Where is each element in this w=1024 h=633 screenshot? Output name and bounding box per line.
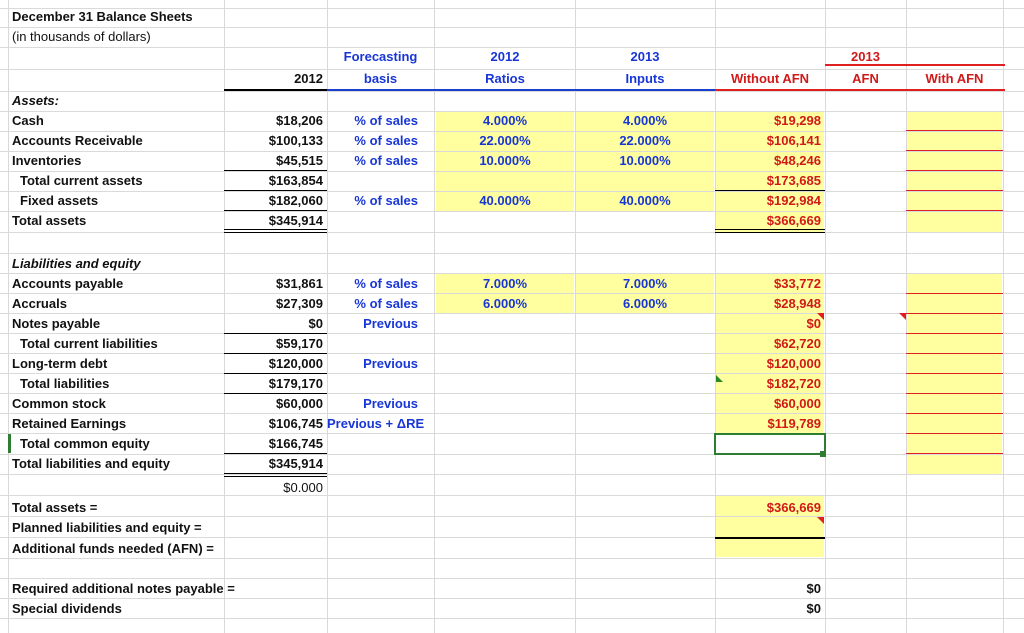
value-without-afn[interactable]: $28,948 <box>774 296 821 311</box>
ratio-2012[interactable]: 6.000% <box>482 296 528 311</box>
gridline <box>0 578 1024 579</box>
header-without-afn: Without AFN <box>730 71 810 86</box>
subtotal-line <box>224 210 327 211</box>
gridline <box>0 47 1024 48</box>
row-label: Total assets <box>12 213 87 228</box>
forecast-basis[interactable]: % of sales <box>354 133 418 148</box>
row-label: Fixed assets <box>20 193 99 208</box>
value-without-afn[interactable]: $192,984 <box>766 193 821 208</box>
row-line <box>906 353 1003 354</box>
value-without-afn[interactable]: $106,141 <box>766 133 821 148</box>
required-notes-label: Required additional notes payable = <box>12 581 235 596</box>
value-2012[interactable]: $59,170 <box>276 336 323 351</box>
subtotal-line <box>224 190 327 191</box>
gridline <box>0 333 1024 334</box>
input-2013[interactable]: 10.000% <box>619 153 671 168</box>
header-inputs: Inputs <box>625 71 665 86</box>
subtotal-line <box>224 373 327 374</box>
gridline <box>0 454 1024 455</box>
row-line <box>906 313 1003 314</box>
gridline <box>575 0 576 633</box>
row-line <box>906 373 1003 374</box>
value-2012[interactable]: $179,170 <box>268 376 323 391</box>
gridline <box>0 474 1024 475</box>
gridline <box>0 111 1024 112</box>
total-line <box>715 232 825 233</box>
header-2012-value: 2012 <box>294 71 323 86</box>
row-line <box>906 190 1003 191</box>
row-line <box>906 150 1003 151</box>
value-2012[interactable]: $27,309 <box>276 296 323 311</box>
row-line <box>906 333 1003 334</box>
ratio-2012[interactable]: 22.000% <box>479 133 531 148</box>
value-2012[interactable]: $106,745 <box>268 416 323 431</box>
row-line <box>906 293 1003 294</box>
row-label: Accounts payable <box>12 276 124 291</box>
row-label: Total current assets <box>20 173 143 188</box>
row-label: Total liabilities <box>20 376 110 391</box>
special-dividends-label: Special dividends <box>12 601 122 616</box>
value-without-afn[interactable]: $60,000 <box>774 396 821 411</box>
gridline <box>825 0 826 633</box>
value-2012[interactable]: $345,914 <box>268 213 323 228</box>
value-2012[interactable]: $120,000 <box>268 356 323 371</box>
row-line <box>906 413 1003 414</box>
row-label: Inventories <box>12 153 82 168</box>
header-afn: AFN <box>852 71 879 86</box>
row-line <box>906 210 1003 211</box>
gridline <box>0 232 1024 233</box>
assets-heading: Assets: <box>12 93 59 108</box>
gridline <box>0 313 1024 314</box>
with-afn-fill-liab <box>907 273 1002 475</box>
value-2012[interactable]: $31,861 <box>276 276 323 291</box>
value-without-afn[interactable]: $0 <box>806 316 821 331</box>
forecast-basis[interactable]: % of sales <box>354 276 418 291</box>
row-label: Total current liabilities <box>20 336 158 351</box>
gridline <box>0 253 1024 254</box>
header-basis: basis <box>363 71 398 86</box>
row-marker <box>8 434 11 453</box>
value-without-afn[interactable]: $119,789 <box>767 416 821 431</box>
gridline <box>8 0 9 633</box>
gridline <box>434 0 435 633</box>
gridline <box>0 537 1024 538</box>
afn-needed-label: Additional funds needed (AFN) = <box>12 541 214 556</box>
row-label: Cash <box>12 113 44 128</box>
forecast-basis[interactable]: Previous <box>363 396 418 411</box>
value-2012[interactable]: $18,206 <box>276 113 323 128</box>
ratio-2012[interactable]: 7.000% <box>482 276 528 291</box>
value-without-afn[interactable]: $19,298 <box>774 113 821 128</box>
gridline <box>0 413 1024 414</box>
value-without-afn[interactable]: $48,246 <box>774 153 821 168</box>
sheet-subtitle: (in thousands of dollars) <box>12 29 151 44</box>
row-label: Long-term debt <box>12 356 108 371</box>
forecast-basis[interactable]: Previous <box>363 316 418 331</box>
subtotal-line <box>224 353 327 354</box>
gridline <box>1003 0 1004 633</box>
gridline <box>0 353 1024 354</box>
ratio-2012[interactable]: 40.000% <box>479 193 531 208</box>
header-2012: 2012 <box>490 49 520 64</box>
comment-indicator[interactable] <box>899 313 906 320</box>
forecast-basis[interactable]: % of sales <box>354 153 418 168</box>
value-2012[interactable]: $60,000 <box>276 396 323 411</box>
gridline <box>0 91 1024 92</box>
header-2013: 2013 <box>630 49 660 64</box>
gridline <box>0 618 1024 619</box>
value-without-afn[interactable]: $62,720 <box>774 336 821 351</box>
gridline <box>0 373 1024 374</box>
total-line <box>224 229 327 230</box>
forecast-basis[interactable]: % of sales <box>354 296 418 311</box>
row-label: Retained Earnings <box>12 416 127 431</box>
subtotal-line <box>224 333 327 334</box>
value-2012[interactable]: $0 <box>308 316 323 331</box>
gridline <box>0 69 1024 70</box>
selected-cell[interactable] <box>714 433 826 455</box>
gridline <box>0 171 1024 172</box>
afn-total-assets-value[interactable]: $366,669 <box>766 500 821 515</box>
gridline <box>0 131 1024 132</box>
gridline <box>0 27 1024 28</box>
forecast-basis[interactable]: % of sales <box>354 193 418 208</box>
gridline <box>0 516 1024 517</box>
ratio-2012[interactable]: 4.000% <box>482 113 528 128</box>
value-2012[interactable]: $45,515 <box>276 153 323 168</box>
header-forecasting: Forecasting <box>343 49 418 64</box>
value-without-afn[interactable]: $33,772 <box>774 276 821 291</box>
gridline <box>0 433 1024 434</box>
value-without-afn[interactable]: $173,685 <box>766 173 821 188</box>
row-line <box>906 393 1003 394</box>
header-afn-year: 2013 <box>851 49 880 64</box>
input-2013[interactable]: 40.000% <box>619 193 671 208</box>
value-without-afn[interactable]: $366,669 <box>766 213 821 228</box>
header-underline-red <box>715 89 1005 91</box>
value-2012[interactable]: $182,060 <box>268 193 323 208</box>
afn-planned-label: Planned liabilities and equity = <box>12 520 202 535</box>
value-without-afn[interactable]: $182,720 <box>766 376 821 391</box>
forecast-basis[interactable]: Previous + ΔRE <box>327 416 425 431</box>
input-2013[interactable]: 6.000% <box>622 296 668 311</box>
total-line <box>224 476 327 477</box>
forecast-basis[interactable]: % of sales <box>354 113 418 128</box>
required-notes-value[interactable]: $0 <box>806 581 821 596</box>
gridline <box>0 495 1024 496</box>
input-2013[interactable]: 22.000% <box>619 133 671 148</box>
input-2013[interactable]: 4.000% <box>622 113 668 128</box>
value-2012[interactable]: $166,745 <box>268 436 323 451</box>
header-ratios: Ratios <box>485 71 525 86</box>
forecast-basis[interactable]: Previous <box>363 356 418 371</box>
header-underline-blue <box>327 89 715 91</box>
gridline <box>0 211 1024 212</box>
gridline <box>0 273 1024 274</box>
gridline <box>0 293 1024 294</box>
liabilities-heading: Liabilities and equity <box>12 256 141 271</box>
total-line <box>224 232 327 233</box>
header-underline <box>224 89 327 91</box>
total-line <box>224 473 327 474</box>
gridline <box>0 191 1024 192</box>
subtotal-line <box>224 393 327 394</box>
row-label: Total common equity <box>20 436 150 451</box>
value-2012[interactable]: $100,133 <box>268 133 323 148</box>
subtotal-line <box>224 170 327 171</box>
total-line <box>715 229 825 230</box>
row-label: Total liabilities and equity <box>12 456 170 471</box>
row-label: Common stock <box>12 396 106 411</box>
row-line <box>906 170 1003 171</box>
value-without-afn[interactable]: $120,000 <box>766 356 821 371</box>
value-2012[interactable]: $163,854 <box>268 173 323 188</box>
row-line <box>906 130 1003 131</box>
balance-check: $0.000 <box>283 480 323 495</box>
sheet-title: December 31 Balance Sheets <box>12 9 193 24</box>
gridline <box>0 598 1024 599</box>
subtotal-line <box>224 453 327 454</box>
subtotal-line <box>715 190 825 191</box>
ratio-2012[interactable]: 10.000% <box>479 153 531 168</box>
header-with-afn: With AFN <box>925 71 984 86</box>
input-2013[interactable]: 7.000% <box>622 276 668 291</box>
row-line <box>906 453 1003 454</box>
row-label: Notes payable <box>12 316 101 331</box>
gridline <box>0 558 1024 559</box>
gridline <box>0 393 1024 394</box>
row-line <box>906 433 1003 434</box>
afn-total-line <box>715 537 825 539</box>
row-label: Accounts Receivable <box>12 133 143 148</box>
fill-handle[interactable] <box>820 451 826 457</box>
comment-indicator[interactable] <box>817 517 824 524</box>
gridline <box>0 151 1024 152</box>
afn-total-assets-label: Total assets = <box>12 500 98 515</box>
row-label: Accruals <box>12 296 67 311</box>
special-dividends-value[interactable]: $0 <box>806 601 821 616</box>
value-2012[interactable]: $345,914 <box>268 456 323 471</box>
